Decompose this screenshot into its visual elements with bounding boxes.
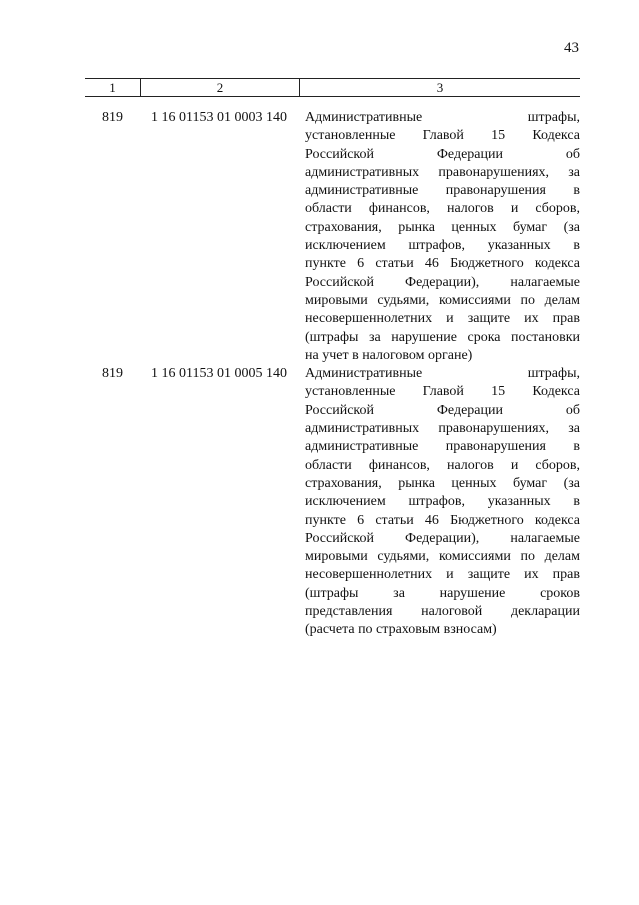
- description-line: пункте 6 статьи 46 Бюджетного кодекса: [305, 512, 580, 528]
- budget-code-cell: 1 16 01153 01 0003 140: [151, 110, 287, 125]
- budget-code-cell: 1 16 01153 01 0005 140: [151, 366, 287, 382]
- description-line: (расчета по страховым взносам): [305, 622, 497, 638]
- table-row: [85, 109, 580, 365]
- description-line: Российской Федерации об: [305, 146, 580, 162]
- admin-code-cell: 819: [102, 110, 123, 125]
- table-body: [85, 109, 580, 640]
- description-line: страхования, рынка ценных бумаг (за: [305, 475, 580, 491]
- table-row: [85, 365, 580, 639]
- description-line: мировыми судьями, комиссиями по делам: [305, 292, 580, 308]
- description-line: мировыми судьями, комиссиями по делам: [305, 549, 580, 565]
- description-line: Российской Федерации об: [305, 402, 580, 418]
- table-header: [85, 78, 580, 97]
- description-cell: [298, 365, 580, 639]
- description-line: на учет в налоговом органе): [305, 347, 473, 363]
- admin-code-cell: 819: [102, 366, 123, 382]
- description-cell: [298, 109, 580, 365]
- description-line: страхования, рынка ценных бумаг (за: [305, 219, 580, 235]
- description-line: Российской Федерации), налагаемые: [305, 274, 580, 290]
- description-line: области финансов, налогов и сборов,: [305, 457, 580, 473]
- description-line: административных правонарушениях, за: [305, 164, 580, 180]
- description-line: административные правонарушения в: [305, 183, 580, 199]
- description-line: административных правонарушениях, за: [305, 421, 580, 437]
- description-line: пункте 6 статьи 46 Бюджетного кодекса: [305, 256, 580, 272]
- description-line: области финансов, налогов и сборов,: [305, 201, 580, 217]
- description-line: Российской Федерации), налагаемые: [305, 530, 580, 546]
- description-line: представления налоговой декларации: [305, 604, 580, 620]
- description-line: Административные штрафы,: [305, 366, 580, 382]
- page-number: 43: [564, 40, 579, 56]
- description-line: установленные Главой 15 Кодекса: [305, 384, 580, 400]
- description-line: исключением штрафов, указанных в: [305, 494, 580, 510]
- description-line: исключением штрафов, указанных в: [305, 238, 580, 254]
- description-line: административные правонарушения в: [305, 439, 580, 455]
- column-header-3: 3: [436, 80, 444, 95]
- column-header-1: 1: [85, 79, 141, 96]
- description-line: установленные Главой 15 Кодекса: [305, 128, 580, 144]
- description-line: несовершеннолетних и защите их прав: [305, 311, 580, 327]
- description-line: Административные штрафы,: [305, 110, 580, 125]
- description-line: (штрафы за нарушение срока постановки: [305, 329, 580, 345]
- description-line: несовершеннолетних и защите их прав: [305, 567, 580, 583]
- column-header-2: 2: [141, 79, 300, 96]
- description-line: (штрафы за нарушение сроков: [305, 585, 580, 601]
